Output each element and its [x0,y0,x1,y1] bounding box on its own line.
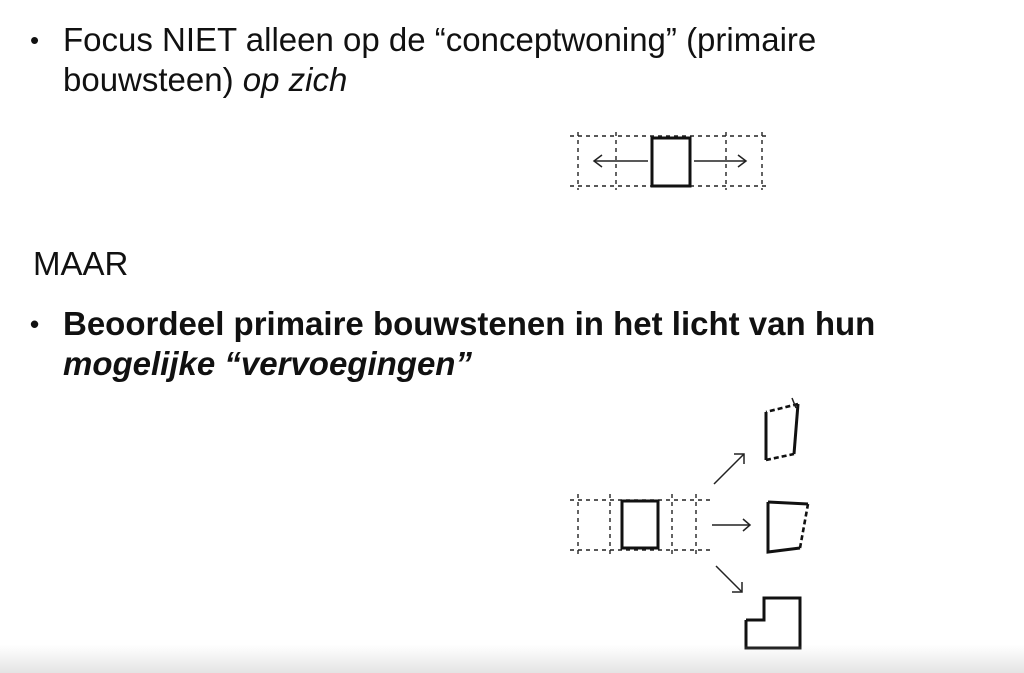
row-extension-sketch [560,128,780,198]
variations-sketch [560,394,830,658]
bullet-text [63,304,990,384]
bullet-icon: • [30,309,40,339]
bullet-text-normal: Beoordeel primaire bouwstenen in het licht van hun [63,305,876,342]
bullet-item-beoordeel [30,304,990,384]
separator-maar: MAAR [33,245,129,282]
bullet-text-italic: op zich [242,61,348,98]
bullet-text-italic: mogelijke “vervoegingen” [63,345,472,382]
bottom-edge-shadow [0,645,1024,673]
bullet-text-normal: Focus NIET alleen op de “conceptwoning” (primaire bouwsteen) [63,21,817,98]
bullet-text [63,20,990,100]
bullet-item-focus [30,20,990,100]
bullet-icon: • [30,25,40,55]
